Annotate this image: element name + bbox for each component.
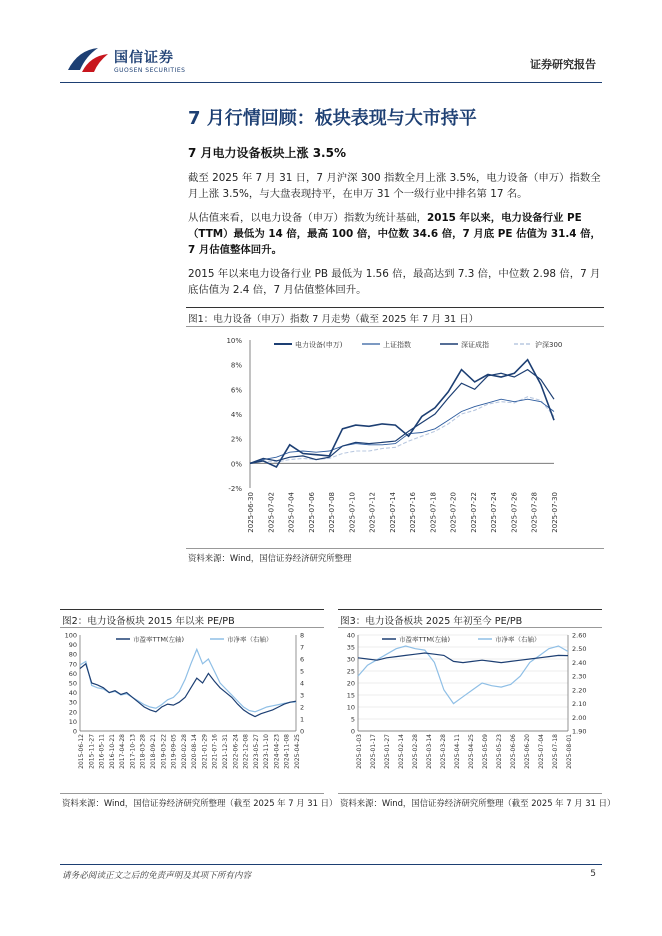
fig2-caption: 图2：电力设备板块 2015 年以来 PE/PB (62, 616, 235, 627)
fig3-y-right-tick: 2.00 (572, 713, 587, 722)
fig2-x-tick: 2023-11-10 (263, 734, 271, 769)
fig1-legend-label: 沪深300 (535, 341, 562, 349)
fig1-x-tick: 2025-07-26 (510, 492, 519, 533)
fig3-x-tick: 2025-03-14 (426, 734, 433, 769)
fig3-y-left-tick: 40 (346, 631, 355, 640)
fig1-y-tick: 10% (226, 337, 242, 345)
fig3-bottom-rule (338, 793, 602, 794)
fig2-x-tick: 2019-09-05 (170, 734, 178, 769)
fig3-x-tick: 2025-05-09 (482, 734, 489, 769)
fig2-y-right-tick: 8 (300, 631, 305, 640)
fig2-x-tick: 2019-03-22 (160, 734, 168, 769)
fig1-x-tick: 2025-06-30 (247, 492, 255, 533)
fig1-source: 资料来源：Wind，国信证券经济研究所整理 (188, 553, 352, 563)
fig1-x-tick: 2025-07-10 (348, 492, 357, 533)
fig2-legend-label: 市净率（右轴） (227, 635, 273, 644)
fig1-y-tick: 6% (230, 386, 242, 395)
fig1-y-tick: 2% (230, 435, 242, 444)
fig3-x-tick: 2025-08-01 (566, 734, 573, 769)
fig3-y-left-tick: 5 (350, 715, 355, 724)
fig2-top-rule (60, 609, 324, 610)
fig1-x-tick: 2025-07-30 (551, 492, 559, 533)
fig3-x-tick: 2025-04-25 (468, 734, 475, 769)
fig1-caption: 图1：电力设备（申万）指数 7 月走势（截至 2025 年 7 月 31 日） (188, 314, 479, 325)
fig1-caption-rule (186, 326, 604, 327)
fig1-x-tick: 2025-07-28 (530, 492, 539, 533)
subsection-title: 7 月电力设备板块上涨 3.5% (188, 146, 346, 160)
fig3-series-pe (358, 653, 568, 663)
fig2-y-left-tick: 50 (68, 679, 77, 688)
fig2-x-tick: 2015-11-27 (88, 734, 96, 769)
fig2-legend-label: 市盈率TTM(左轴) (133, 635, 185, 644)
fig2-y-left-tick: 20 (68, 708, 77, 717)
fig3-x-tick: 2025-06-20 (524, 734, 531, 769)
fig2-x-tick: 2020-02-28 (180, 734, 188, 769)
fig1-y-tick: 8% (230, 361, 242, 370)
fig2-x-tick: 2017-04-28 (119, 734, 127, 769)
fig3-x-tick: 2025-01-03 (356, 734, 363, 769)
fig2-y-right-tick: 2 (300, 703, 305, 712)
fig2-line-chart (60, 629, 324, 789)
pe-intro-text: 从估值来看，以电力设备（申万）指数为统计基础， (188, 212, 427, 224)
fig2-y-right-tick: 4 (300, 679, 305, 688)
fig2-x-tick: 2021-07-16 (211, 734, 219, 769)
fig2-x-tick: 2016-05-11 (98, 734, 106, 769)
fig3-x-tick: 2025-02-28 (412, 734, 419, 769)
fig2-x-tick: 2018-03-28 (139, 734, 147, 769)
header-divider (60, 82, 602, 83)
fig2-y-left-tick: 60 (68, 669, 77, 678)
footer-divider (60, 864, 602, 865)
fig2-bottom-rule (60, 793, 324, 794)
fig3-top-rule (338, 609, 602, 610)
logo-english-name: GUOSEN SECURITIES (114, 67, 186, 74)
fig3-y-right-tick: 2.40 (572, 658, 587, 667)
guosen-logo-icon (64, 46, 110, 76)
footer-disclaimer: 请务必阅读正文之后的免责声明及其项下所有内容 (62, 871, 252, 881)
fig3-y-left-tick: 30 (346, 655, 355, 664)
fig2-x-tick: 2015-06-12 (78, 734, 85, 769)
fig2-y-left-tick: 70 (68, 660, 77, 669)
fig1-legend-label: 电力设备(申万) (295, 341, 343, 349)
fig2-y-left-tick: 30 (68, 698, 77, 707)
fig1-x-tick: 2025-07-08 (328, 492, 337, 533)
fig2-y-left-tick: 0 (72, 727, 77, 736)
fig3-y-left-tick: 35 (346, 643, 355, 652)
fig3-y-right-tick: 2.50 (572, 645, 587, 654)
fig3-y-right-tick: 2.30 (572, 672, 587, 681)
fig2-x-tick: 2022-12-08 (242, 734, 250, 769)
fig3-x-tick: 2025-07-18 (552, 734, 559, 769)
fig3-x-tick: 2025-03-28 (440, 734, 447, 769)
report-type: 证券研究报告 (530, 58, 596, 71)
fig2-y-right-tick: 3 (300, 691, 305, 700)
fig2-x-tick: 2017-10-13 (129, 734, 137, 769)
fig3-y-left-tick: 0 (350, 727, 355, 736)
fig2-y-left-tick: 100 (64, 631, 77, 640)
page-number: 5 (590, 869, 596, 879)
paragraph-pb-valuation: 2015 年以来电力设备行业 PB 最低为 1.56 倍，最高达到 7.3 倍，中位数 2.98 倍，7 月底估值为 2.4 倍，7 月估值整体回升。 (188, 268, 601, 296)
fig2-caption-rule (60, 627, 324, 628)
fig2-x-tick: 2020-08-14 (191, 734, 199, 769)
fig2-series-pb (80, 649, 296, 711)
fig2-y-right-tick: 0 (300, 727, 305, 736)
fig1-top-rule (186, 307, 604, 308)
fig1-y-tick: 0% (230, 460, 242, 469)
fig2-y-right-tick: 6 (300, 655, 305, 664)
fig2-y-left-tick: 40 (68, 689, 77, 698)
fig2-x-tick: 2024-04-23 (273, 734, 281, 769)
fig1-bottom-rule (186, 548, 604, 549)
fig3-y-left-tick: 20 (346, 679, 355, 688)
fig1-x-tick: 2025-07-02 (267, 492, 276, 533)
logo-name: 国信证券 (114, 50, 174, 66)
fig1-x-tick: 2025-07-14 (388, 492, 397, 533)
fig3-legend-label: 市净率（右轴） (495, 635, 541, 644)
fig1-x-tick: 2025-07-12 (368, 492, 377, 533)
paragraph-market-review: 截至 2025 年 7 月 31 日，7 月沪深 300 指数全月上涨 3.5%，电力设备（申万）指数全月上涨 3.5%，与大盘表现持平，在申万 31 个一级行业中排名第 17 名。 (188, 172, 601, 200)
fig3-x-tick: 2025-05-23 (496, 734, 503, 769)
fig3-y-right-tick: 1.90 (572, 727, 587, 736)
fig1-y-tick: 4% (230, 411, 242, 419)
fig2-x-tick: 2023-05-27 (252, 734, 260, 769)
fig3-x-tick: 2025-04-11 (454, 734, 461, 769)
fig1-x-tick: 2025-07-18 (429, 492, 438, 533)
fig3-caption: 图3：电力设备板块 2025 年初至今 PE/PB (340, 616, 523, 627)
fig1-line-chart (222, 330, 562, 545)
fig2-y-right-tick: 1 (300, 715, 305, 724)
fig3-source: 资料来源：Wind，国信证券经济研究所整理（截至 2025 年 7 月 31 日） (340, 798, 616, 808)
fig3-y-left-tick: 25 (346, 667, 355, 676)
fig3-y-right-tick: 2.20 (572, 686, 587, 695)
fig2-y-left-tick: 80 (68, 650, 77, 659)
fig1-x-tick: 2025-07-06 (307, 492, 316, 533)
fig2-x-tick: 2025-04-25 (294, 734, 301, 769)
fig1-legend-label: 深证成指 (461, 341, 489, 349)
fig3-y-right-tick: 2.10 (572, 700, 587, 709)
fig1-y-tick: -2% (228, 485, 242, 493)
fig3-y-right-tick: 2.60 (572, 631, 587, 640)
fig2-y-right-tick: 7 (300, 643, 305, 652)
fig3-caption-rule (338, 627, 602, 628)
fig3-x-tick: 2025-01-17 (370, 734, 377, 769)
fig1-x-tick: 2025-07-24 (490, 492, 499, 533)
fig3-line-chart (338, 629, 602, 789)
fig3-legend-label: 市盈率TTM(左轴) (399, 635, 451, 644)
fig1-x-tick: 2025-07-04 (287, 492, 296, 533)
fig1-x-tick: 2025-07-22 (469, 492, 478, 533)
fig2-x-tick: 2021-12-31 (222, 734, 229, 769)
fig2-y-right-tick: 5 (300, 667, 305, 676)
fig1-x-tick: 2025-07-16 (409, 492, 418, 533)
section-title: 7 月行情回顾：板块表现与大市持平 (188, 108, 477, 129)
fig2-y-left-tick: 10 (68, 717, 77, 726)
fig2-source: 资料来源：Wind，国信证券经济研究所整理（截至 2025 年 7 月 31 日） (62, 798, 338, 808)
fig3-x-tick: 2025-06-06 (510, 734, 517, 769)
fig2-x-tick: 2024-11-08 (283, 734, 291, 769)
fig3-x-tick: 2025-07-04 (538, 734, 545, 769)
pe-highlight-text: 2015 年以来，电力设备行业 PE（TTM）最低为 14 倍，最高 100 倍，中位数 34.6 倍，7 月底 PE 估值为 31.4 倍，7 月估值整体回升。 (188, 212, 601, 256)
fig2-x-tick: 2016-10-21 (108, 734, 116, 769)
fig3-x-tick: 2025-02-14 (398, 734, 405, 769)
fig2-x-tick: 2022-06-24 (232, 734, 240, 769)
fig3-y-left-tick: 10 (346, 703, 355, 712)
fig3-x-tick: 2025-01-27 (384, 734, 391, 769)
fig2-x-tick: 2018-09-21 (150, 734, 157, 769)
fig2-x-tick: 2021-01-29 (201, 734, 209, 769)
fig3-y-left-tick: 15 (346, 691, 355, 700)
fig2-y-left-tick: 90 (68, 641, 77, 650)
fig1-x-tick: 2025-07-20 (449, 492, 458, 533)
fig1-legend-label: 上证指数 (383, 341, 411, 349)
paragraph-pe-valuation (188, 210, 604, 258)
